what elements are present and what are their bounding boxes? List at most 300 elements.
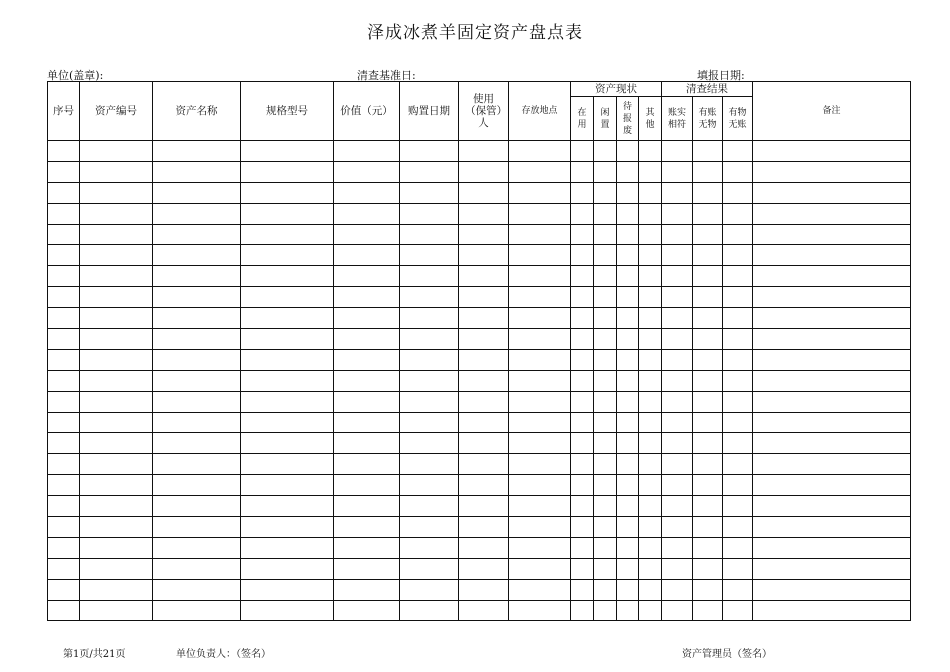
- table-cell[interactable]: [693, 579, 723, 600]
- table-cell[interactable]: [80, 496, 153, 517]
- table-cell[interactable]: [617, 475, 639, 496]
- table-cell[interactable]: [571, 517, 594, 538]
- table-cell[interactable]: [617, 182, 639, 203]
- table-cell[interactable]: [509, 517, 571, 538]
- table-cell[interactable]: [153, 308, 241, 329]
- table-cell[interactable]: [753, 161, 911, 182]
- table-cell[interactable]: [153, 287, 241, 308]
- table-cell[interactable]: [509, 266, 571, 287]
- table-cell[interactable]: [617, 600, 639, 621]
- table-cell[interactable]: [571, 203, 594, 224]
- table-cell[interactable]: [241, 161, 334, 182]
- table-cell[interactable]: [334, 454, 400, 475]
- table-cell[interactable]: [662, 266, 693, 287]
- table-cell[interactable]: [334, 141, 400, 162]
- table-cell[interactable]: [723, 224, 753, 245]
- table-cell[interactable]: [571, 558, 594, 579]
- table-cell[interactable]: [723, 496, 753, 517]
- table-cell[interactable]: [48, 433, 80, 454]
- table-cell[interactable]: [80, 454, 153, 475]
- table-cell[interactable]: [594, 308, 617, 329]
- table-cell[interactable]: [594, 141, 617, 162]
- table-cell[interactable]: [48, 537, 80, 558]
- table-cell[interactable]: [723, 349, 753, 370]
- table-cell[interactable]: [571, 600, 594, 621]
- table-cell[interactable]: [509, 412, 571, 433]
- table-cell[interactable]: [594, 349, 617, 370]
- table-cell[interactable]: [400, 349, 459, 370]
- table-cell[interactable]: [334, 308, 400, 329]
- table-cell[interactable]: [400, 475, 459, 496]
- table-cell[interactable]: [509, 161, 571, 182]
- table-cell[interactable]: [80, 141, 153, 162]
- table-cell[interactable]: [639, 161, 662, 182]
- table-cell[interactable]: [48, 454, 80, 475]
- table-cell[interactable]: [334, 329, 400, 350]
- table-cell[interactable]: [639, 287, 662, 308]
- table-cell[interactable]: [639, 370, 662, 391]
- table-cell[interactable]: [48, 329, 80, 350]
- table-cell[interactable]: [753, 579, 911, 600]
- table-cell[interactable]: [509, 558, 571, 579]
- table-cell[interactable]: [48, 161, 80, 182]
- table-cell[interactable]: [48, 182, 80, 203]
- table-cell[interactable]: [662, 558, 693, 579]
- table-cell[interactable]: [723, 308, 753, 329]
- table-cell[interactable]: [80, 600, 153, 621]
- table-cell[interactable]: [459, 517, 509, 538]
- table-cell[interactable]: [509, 579, 571, 600]
- table-cell[interactable]: [594, 391, 617, 412]
- table-cell[interactable]: [153, 141, 241, 162]
- table-cell[interactable]: [459, 287, 509, 308]
- table-cell[interactable]: [571, 579, 594, 600]
- table-cell[interactable]: [48, 308, 80, 329]
- table-cell[interactable]: [639, 308, 662, 329]
- table-cell[interactable]: [723, 579, 753, 600]
- table-cell[interactable]: [80, 182, 153, 203]
- table-cell[interactable]: [153, 203, 241, 224]
- table-cell[interactable]: [693, 391, 723, 412]
- table-cell[interactable]: [693, 454, 723, 475]
- table-cell[interactable]: [153, 245, 241, 266]
- table-cell[interactable]: [153, 224, 241, 245]
- table-cell[interactable]: [80, 287, 153, 308]
- table-cell[interactable]: [459, 454, 509, 475]
- table-cell[interactable]: [662, 454, 693, 475]
- table-cell[interactable]: [571, 349, 594, 370]
- table-cell[interactable]: [153, 370, 241, 391]
- table-cell[interactable]: [662, 141, 693, 162]
- table-cell[interactable]: [509, 287, 571, 308]
- table-cell[interactable]: [693, 496, 723, 517]
- table-cell[interactable]: [400, 308, 459, 329]
- table-cell[interactable]: [662, 203, 693, 224]
- table-cell[interactable]: [594, 475, 617, 496]
- table-cell[interactable]: [334, 579, 400, 600]
- table-cell[interactable]: [753, 141, 911, 162]
- table-cell[interactable]: [48, 475, 80, 496]
- table-cell[interactable]: [693, 266, 723, 287]
- table-cell[interactable]: [753, 517, 911, 538]
- table-cell[interactable]: [153, 182, 241, 203]
- table-cell[interactable]: [753, 308, 911, 329]
- table-cell[interactable]: [459, 329, 509, 350]
- table-cell[interactable]: [594, 600, 617, 621]
- table-cell[interactable]: [334, 182, 400, 203]
- table-cell[interactable]: [753, 433, 911, 454]
- table-cell[interactable]: [153, 391, 241, 412]
- table-cell[interactable]: [334, 203, 400, 224]
- table-cell[interactable]: [400, 579, 459, 600]
- table-cell[interactable]: [241, 454, 334, 475]
- table-cell[interactable]: [662, 329, 693, 350]
- table-cell[interactable]: [48, 349, 80, 370]
- table-cell[interactable]: [617, 496, 639, 517]
- table-cell[interactable]: [48, 579, 80, 600]
- table-cell[interactable]: [400, 412, 459, 433]
- table-cell[interactable]: [753, 412, 911, 433]
- table-cell[interactable]: [459, 161, 509, 182]
- table-cell[interactable]: [509, 349, 571, 370]
- table-cell[interactable]: [753, 203, 911, 224]
- table-cell[interactable]: [459, 496, 509, 517]
- table-cell[interactable]: [241, 558, 334, 579]
- table-cell[interactable]: [594, 182, 617, 203]
- table-cell[interactable]: [334, 537, 400, 558]
- table-cell[interactable]: [400, 391, 459, 412]
- table-cell[interactable]: [594, 203, 617, 224]
- table-cell[interactable]: [594, 370, 617, 391]
- table-cell[interactable]: [723, 329, 753, 350]
- table-cell[interactable]: [153, 558, 241, 579]
- table-cell[interactable]: [334, 412, 400, 433]
- table-cell[interactable]: [334, 496, 400, 517]
- table-cell[interactable]: [639, 203, 662, 224]
- table-cell[interactable]: [334, 224, 400, 245]
- table-cell[interactable]: [571, 182, 594, 203]
- table-cell[interactable]: [509, 475, 571, 496]
- table-cell[interactable]: [571, 391, 594, 412]
- table-cell[interactable]: [153, 412, 241, 433]
- table-cell[interactable]: [617, 349, 639, 370]
- table-cell[interactable]: [241, 370, 334, 391]
- table-cell[interactable]: [153, 433, 241, 454]
- table-cell[interactable]: [334, 245, 400, 266]
- table-cell[interactable]: [693, 558, 723, 579]
- table-cell[interactable]: [400, 433, 459, 454]
- table-cell[interactable]: [639, 182, 662, 203]
- table-cell[interactable]: [400, 454, 459, 475]
- table-cell[interactable]: [459, 141, 509, 162]
- table-cell[interactable]: [723, 287, 753, 308]
- table-cell[interactable]: [693, 161, 723, 182]
- table-cell[interactable]: [241, 537, 334, 558]
- table-cell[interactable]: [723, 412, 753, 433]
- table-cell[interactable]: [639, 475, 662, 496]
- table-cell[interactable]: [400, 370, 459, 391]
- table-cell[interactable]: [241, 600, 334, 621]
- table-cell[interactable]: [639, 558, 662, 579]
- table-cell[interactable]: [80, 245, 153, 266]
- table-cell[interactable]: [639, 579, 662, 600]
- table-cell[interactable]: [459, 412, 509, 433]
- table-cell[interactable]: [571, 370, 594, 391]
- table-cell[interactable]: [459, 182, 509, 203]
- table-cell[interactable]: [594, 558, 617, 579]
- table-cell[interactable]: [48, 600, 80, 621]
- table-cell[interactable]: [617, 308, 639, 329]
- table-cell[interactable]: [617, 161, 639, 182]
- table-cell[interactable]: [723, 245, 753, 266]
- table-cell[interactable]: [80, 558, 153, 579]
- table-cell[interactable]: [753, 475, 911, 496]
- table-cell[interactable]: [693, 600, 723, 621]
- table-cell[interactable]: [639, 600, 662, 621]
- table-cell[interactable]: [459, 203, 509, 224]
- table-cell[interactable]: [693, 182, 723, 203]
- table-cell[interactable]: [153, 161, 241, 182]
- table-cell[interactable]: [509, 433, 571, 454]
- table-cell[interactable]: [594, 433, 617, 454]
- table-cell[interactable]: [693, 141, 723, 162]
- table-cell[interactable]: [662, 433, 693, 454]
- table-cell[interactable]: [662, 370, 693, 391]
- table-cell[interactable]: [662, 287, 693, 308]
- table-cell[interactable]: [571, 454, 594, 475]
- table-cell[interactable]: [241, 496, 334, 517]
- table-cell[interactable]: [617, 141, 639, 162]
- table-cell[interactable]: [400, 537, 459, 558]
- table-cell[interactable]: [662, 224, 693, 245]
- table-cell[interactable]: [693, 287, 723, 308]
- table-cell[interactable]: [400, 182, 459, 203]
- table-cell[interactable]: [509, 224, 571, 245]
- table-cell[interactable]: [617, 454, 639, 475]
- table-cell[interactable]: [617, 245, 639, 266]
- table-cell[interactable]: [241, 349, 334, 370]
- table-cell[interactable]: [459, 308, 509, 329]
- table-cell[interactable]: [723, 370, 753, 391]
- table-cell[interactable]: [617, 287, 639, 308]
- table-cell[interactable]: [639, 245, 662, 266]
- table-cell[interactable]: [662, 349, 693, 370]
- table-cell[interactable]: [571, 245, 594, 266]
- table-cell[interactable]: [334, 600, 400, 621]
- table-cell[interactable]: [594, 266, 617, 287]
- table-cell[interactable]: [509, 454, 571, 475]
- table-cell[interactable]: [571, 496, 594, 517]
- table-cell[interactable]: [571, 412, 594, 433]
- table-cell[interactable]: [241, 266, 334, 287]
- table-cell[interactable]: [639, 266, 662, 287]
- table-cell[interactable]: [723, 517, 753, 538]
- table-cell[interactable]: [334, 349, 400, 370]
- table-cell[interactable]: [334, 391, 400, 412]
- table-cell[interactable]: [48, 496, 80, 517]
- table-cell[interactable]: [334, 475, 400, 496]
- table-cell[interactable]: [400, 329, 459, 350]
- table-cell[interactable]: [594, 412, 617, 433]
- table-cell[interactable]: [153, 266, 241, 287]
- table-cell[interactable]: [693, 329, 723, 350]
- table-cell[interactable]: [723, 454, 753, 475]
- table-cell[interactable]: [400, 600, 459, 621]
- table-cell[interactable]: [753, 370, 911, 391]
- table-cell[interactable]: [241, 517, 334, 538]
- table-cell[interactable]: [241, 245, 334, 266]
- table-cell[interactable]: [459, 349, 509, 370]
- table-cell[interactable]: [662, 308, 693, 329]
- table-cell[interactable]: [639, 224, 662, 245]
- table-cell[interactable]: [571, 224, 594, 245]
- table-cell[interactable]: [693, 537, 723, 558]
- table-cell[interactable]: [80, 370, 153, 391]
- table-cell[interactable]: [241, 433, 334, 454]
- table-cell[interactable]: [753, 558, 911, 579]
- table-cell[interactable]: [80, 329, 153, 350]
- table-cell[interactable]: [241, 391, 334, 412]
- table-cell[interactable]: [509, 141, 571, 162]
- table-cell[interactable]: [400, 287, 459, 308]
- table-cell[interactable]: [594, 245, 617, 266]
- table-cell[interactable]: [639, 496, 662, 517]
- table-cell[interactable]: [753, 245, 911, 266]
- table-cell[interactable]: [459, 370, 509, 391]
- table-cell[interactable]: [459, 537, 509, 558]
- table-cell[interactable]: [153, 517, 241, 538]
- table-cell[interactable]: [400, 558, 459, 579]
- table-cell[interactable]: [571, 287, 594, 308]
- table-cell[interactable]: [509, 370, 571, 391]
- table-cell[interactable]: [639, 391, 662, 412]
- table-cell[interactable]: [48, 412, 80, 433]
- table-cell[interactable]: [153, 475, 241, 496]
- table-cell[interactable]: [80, 391, 153, 412]
- table-cell[interactable]: [509, 391, 571, 412]
- table-cell[interactable]: [241, 475, 334, 496]
- table-cell[interactable]: [509, 496, 571, 517]
- table-cell[interactable]: [48, 141, 80, 162]
- table-cell[interactable]: [723, 203, 753, 224]
- table-cell[interactable]: [241, 224, 334, 245]
- table-cell[interactable]: [400, 266, 459, 287]
- table-cell[interactable]: [509, 203, 571, 224]
- table-cell[interactable]: [639, 517, 662, 538]
- table-cell[interactable]: [334, 266, 400, 287]
- table-cell[interactable]: [241, 329, 334, 350]
- table-cell[interactable]: [153, 579, 241, 600]
- table-cell[interactable]: [594, 579, 617, 600]
- table-cell[interactable]: [617, 203, 639, 224]
- table-cell[interactable]: [459, 475, 509, 496]
- table-cell[interactable]: [459, 266, 509, 287]
- table-cell[interactable]: [400, 224, 459, 245]
- table-cell[interactable]: [459, 391, 509, 412]
- table-cell[interactable]: [153, 600, 241, 621]
- table-cell[interactable]: [617, 412, 639, 433]
- table-cell[interactable]: [693, 475, 723, 496]
- table-cell[interactable]: [80, 517, 153, 538]
- table-cell[interactable]: [80, 266, 153, 287]
- table-cell[interactable]: [617, 558, 639, 579]
- table-cell[interactable]: [662, 475, 693, 496]
- table-cell[interactable]: [509, 537, 571, 558]
- table-cell[interactable]: [753, 224, 911, 245]
- table-cell[interactable]: [639, 537, 662, 558]
- table-cell[interactable]: [241, 287, 334, 308]
- table-cell[interactable]: [617, 391, 639, 412]
- table-cell[interactable]: [241, 412, 334, 433]
- table-cell[interactable]: [80, 224, 153, 245]
- table-cell[interactable]: [723, 266, 753, 287]
- table-cell[interactable]: [662, 161, 693, 182]
- table-cell[interactable]: [400, 141, 459, 162]
- table-cell[interactable]: [459, 245, 509, 266]
- table-cell[interactable]: [753, 391, 911, 412]
- table-cell[interactable]: [594, 329, 617, 350]
- table-cell[interactable]: [723, 475, 753, 496]
- table-cell[interactable]: [459, 433, 509, 454]
- table-cell[interactable]: [639, 349, 662, 370]
- table-cell[interactable]: [753, 496, 911, 517]
- table-cell[interactable]: [334, 433, 400, 454]
- table-cell[interactable]: [617, 579, 639, 600]
- table-cell[interactable]: [662, 579, 693, 600]
- table-cell[interactable]: [400, 496, 459, 517]
- table-cell[interactable]: [334, 558, 400, 579]
- table-cell[interactable]: [617, 266, 639, 287]
- table-cell[interactable]: [723, 558, 753, 579]
- table-cell[interactable]: [693, 412, 723, 433]
- table-cell[interactable]: [571, 266, 594, 287]
- table-cell[interactable]: [693, 245, 723, 266]
- table-cell[interactable]: [693, 308, 723, 329]
- table-cell[interactable]: [594, 161, 617, 182]
- table-cell[interactable]: [80, 308, 153, 329]
- table-cell[interactable]: [334, 517, 400, 538]
- table-cell[interactable]: [80, 433, 153, 454]
- table-cell[interactable]: [48, 517, 80, 538]
- table-cell[interactable]: [459, 600, 509, 621]
- table-cell[interactable]: [241, 308, 334, 329]
- table-cell[interactable]: [80, 475, 153, 496]
- table-cell[interactable]: [571, 329, 594, 350]
- table-cell[interactable]: [400, 203, 459, 224]
- table-cell[interactable]: [723, 600, 753, 621]
- table-cell[interactable]: [571, 433, 594, 454]
- table-cell[interactable]: [662, 245, 693, 266]
- table-cell[interactable]: [662, 496, 693, 517]
- table-cell[interactable]: [693, 203, 723, 224]
- table-cell[interactable]: [753, 349, 911, 370]
- table-cell[interactable]: [80, 161, 153, 182]
- table-cell[interactable]: [509, 329, 571, 350]
- table-cell[interactable]: [153, 454, 241, 475]
- table-cell[interactable]: [48, 266, 80, 287]
- table-cell[interactable]: [662, 391, 693, 412]
- table-cell[interactable]: [594, 537, 617, 558]
- table-cell[interactable]: [723, 161, 753, 182]
- table-cell[interactable]: [48, 287, 80, 308]
- table-cell[interactable]: [693, 349, 723, 370]
- table-cell[interactable]: [594, 517, 617, 538]
- table-cell[interactable]: [639, 412, 662, 433]
- table-cell[interactable]: [753, 600, 911, 621]
- table-cell[interactable]: [241, 182, 334, 203]
- table-cell[interactable]: [753, 329, 911, 350]
- table-cell[interactable]: [459, 579, 509, 600]
